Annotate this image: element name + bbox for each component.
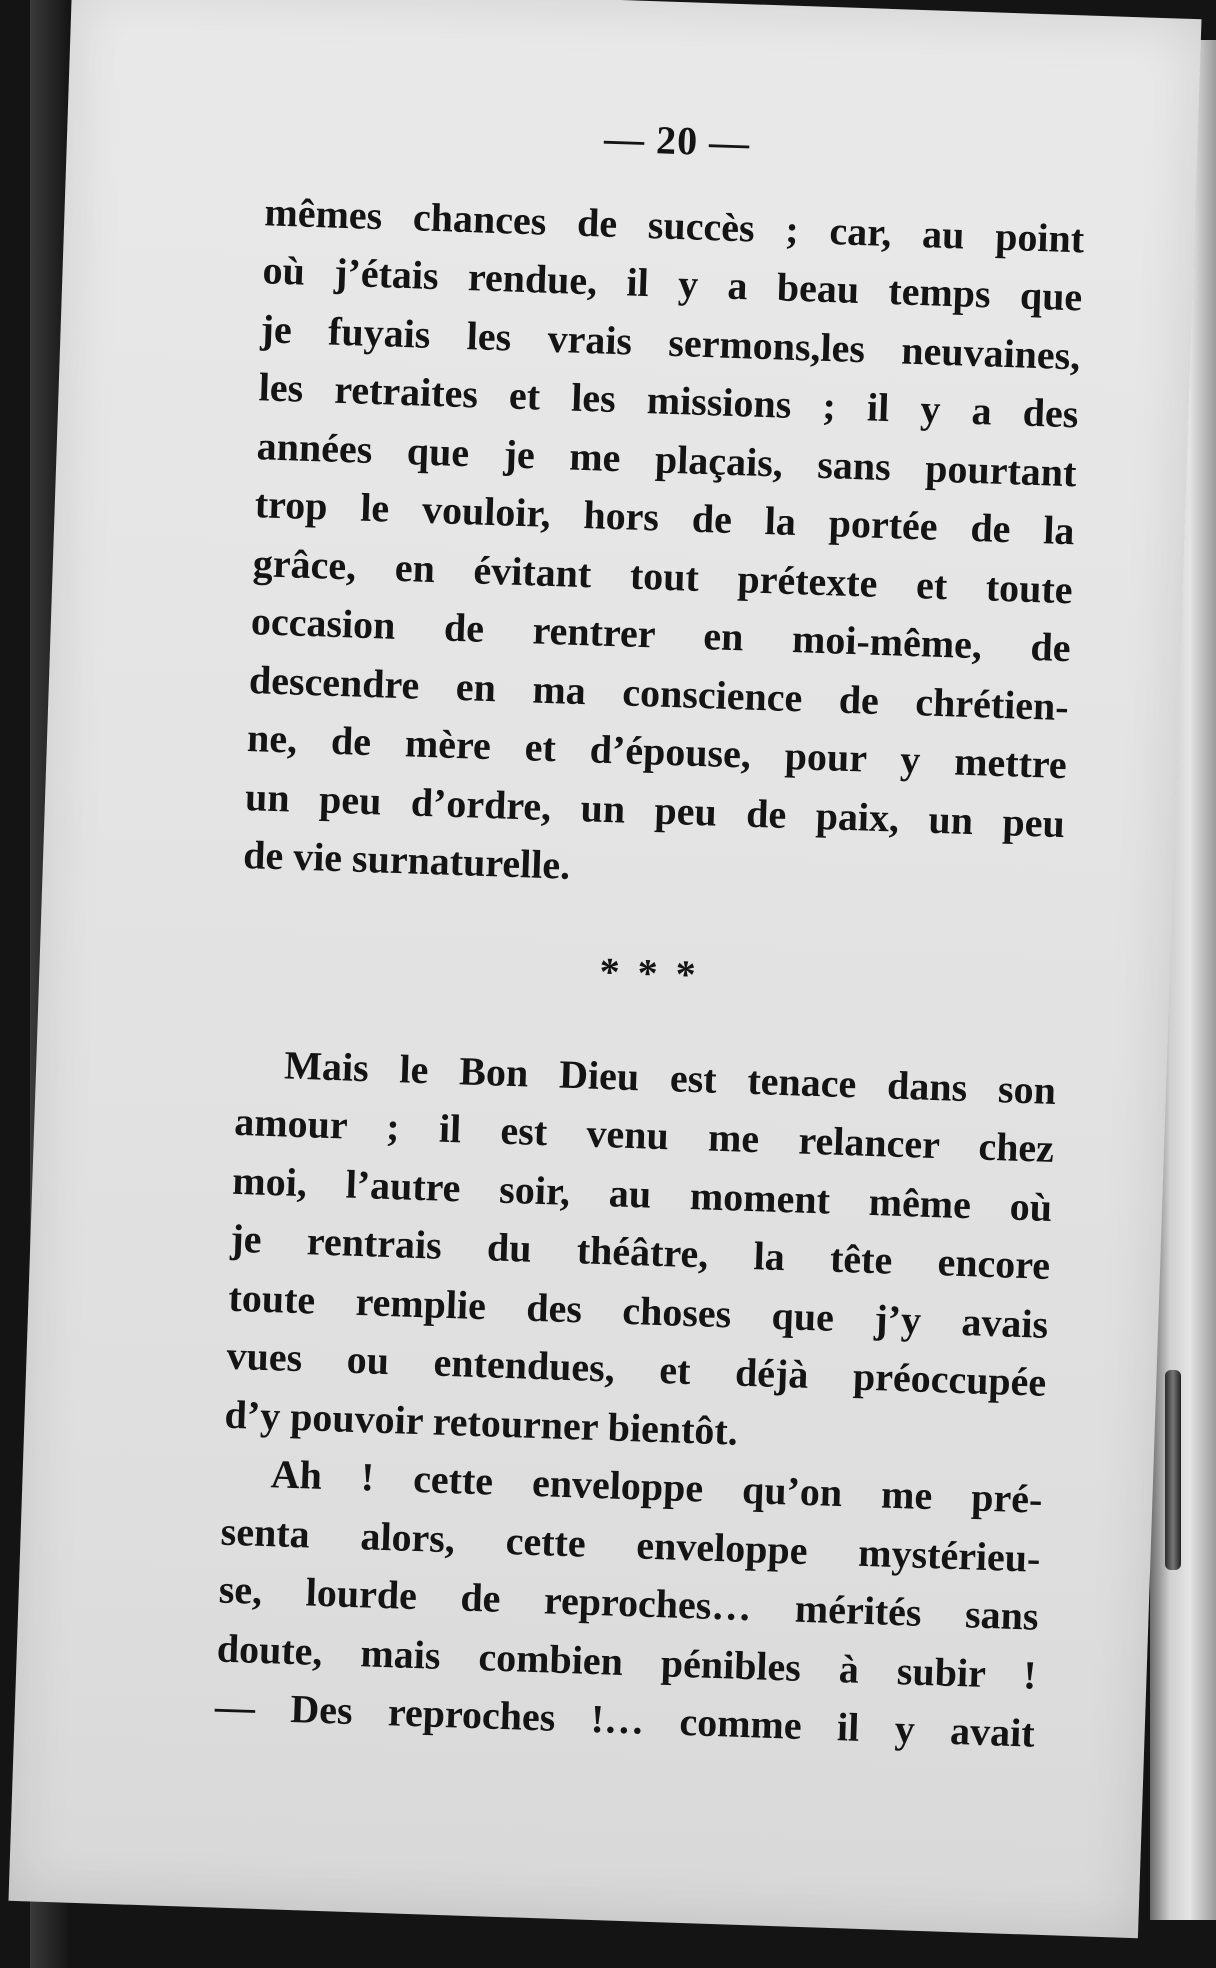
text-line: je fuyais les vrais sermons,les neuvaines, [260, 305, 1082, 378]
paragraph-3 [214, 1444, 1043, 1764]
section-separator: * * * [598, 948, 701, 997]
text-line: amour ; il est venu me relancer chez [233, 1098, 1055, 1171]
text-line: où j’étais rendue, il y a beau temps que [261, 247, 1083, 320]
text-line: descendre en ma conscience de chrétien- [248, 656, 1070, 729]
page-number: — 20 — [603, 115, 751, 166]
text-line: ne, de mère et d’épouse, pour y mettre [246, 715, 1068, 788]
page-text-block [214, 98, 1088, 1763]
text-line: occasion de rentrer en moi-même, de [250, 598, 1072, 671]
text-line: Ah ! cette enveloppe qu’on me pré- [270, 1451, 1044, 1522]
text-line: je rentrais du théâtre, la tête encore [229, 1215, 1051, 1288]
text-line: les retraites et les missions ; il y a des [258, 364, 1080, 437]
text-line: de vie surnaturelle. [242, 831, 571, 888]
text-line: moi, l’autre soir, au moment même où [231, 1157, 1053, 1230]
text-line: trop le vouloir, hors de la portée de la [254, 481, 1076, 554]
text-line: senta alors, cette enveloppe mystérieu- [220, 1508, 1042, 1581]
text-line: se, lourde de reproches… mérités sans [218, 1566, 1040, 1639]
text-line: doute, mais combien pénibles à subir ! [216, 1625, 1038, 1698]
text-line: mêmes chances de succès ; car, au point [263, 188, 1085, 261]
text-line: — Des reproches !… comme il y avait [214, 1683, 1036, 1756]
text-line: grâce, en évitant tout prétexte et toute [252, 539, 1074, 612]
binding-clip [1165, 1370, 1181, 1570]
paragraph-2 [224, 1034, 1057, 1470]
text-line: vues ou entendues, et déjà préoccupée [225, 1332, 1047, 1405]
text-line: toute remplie des choses que j’y avais [227, 1274, 1049, 1347]
text-line: Mais le Bon Dieu est tenace dans son [283, 1041, 1057, 1113]
text-line: d’y pouvoir retourner bientôt. [224, 1391, 739, 1454]
text-line: années que je me plaçais, sans pourtant [256, 422, 1078, 495]
paragraph-1 [242, 183, 1085, 912]
text-line: un peu d’ordre, un peu de paix, un peu [244, 773, 1066, 846]
book-page [8, 0, 1201, 1938]
